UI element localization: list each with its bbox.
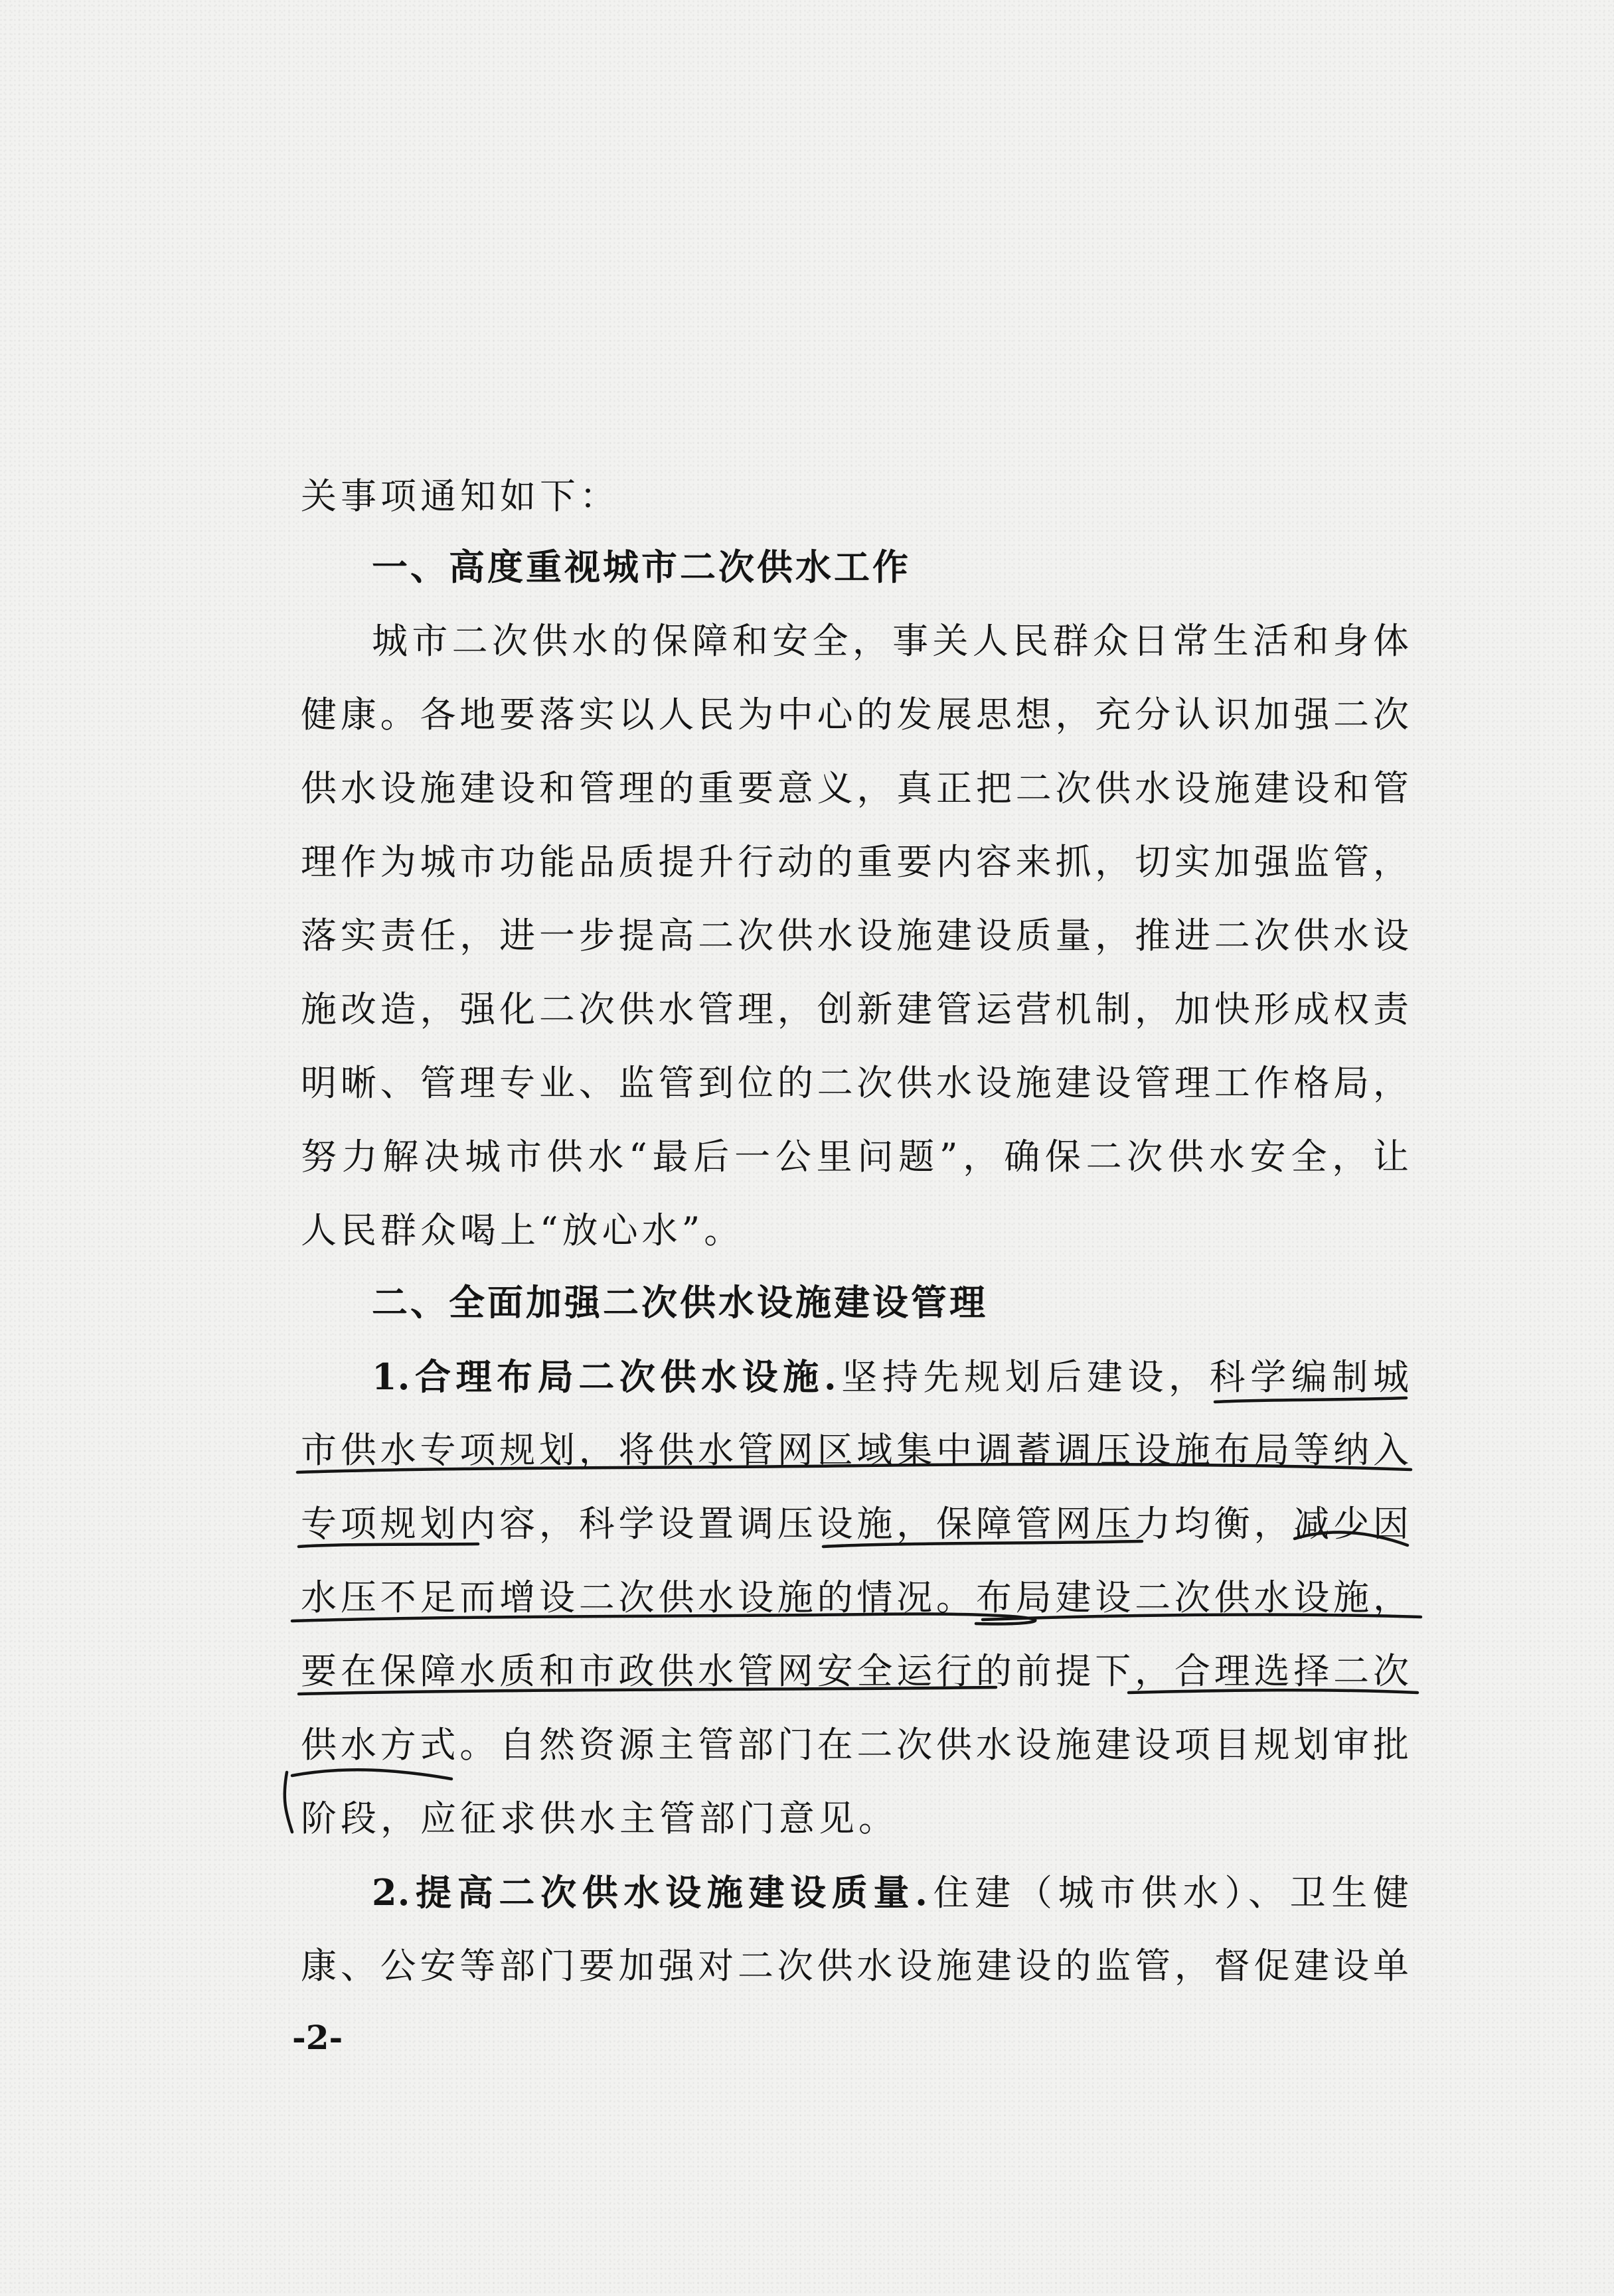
item-lead: 1.合理布局二次供水设施. — [372, 1355, 837, 1398]
body-text-line: 落实责任，进一步提高二次供水设施建设质量，推进二次供水设 — [301, 915, 1410, 957]
body-text-line: 专项规划内容，科学设置调压设施，保障管网压力均衡，减少因 — [301, 1503, 1410, 1545]
body-text-line: 要在保障水质和市政供水管网安全运行的前提下，合理选择二次 — [301, 1650, 1410, 1692]
underline-stroke — [292, 1770, 451, 1779]
body-text-line: 努力解决城市供水“最后一公里问题”，确保二次供水安全，让 — [301, 1136, 1410, 1178]
underline-stroke — [285, 1772, 292, 1832]
body-text-line: 城市二次供水的保障和安全，事关人民群众日常生活和身体 — [372, 620, 1410, 662]
item-lead: 2.提高二次供水设施建设质量. — [372, 1871, 928, 1914]
page-number: -2- — [292, 2018, 343, 2057]
body-text-line: 1.合理布局二次供水设施.坚持先规划后建设，科学编制城 — [372, 1355, 1410, 1398]
body-text-line: 供水设施建设和管理的重要意义，真正把二次供水设施建设和管 — [301, 767, 1410, 809]
body-text-line: 明晰、管理专业、监管到位的二次供水设施建设管理工作格局， — [301, 1062, 1410, 1104]
body-text-line: 健康。各地要落实以人民为中心的发展思想，充分认识加强二次 — [301, 694, 1410, 735]
body-text-line: 施改造，强化二次供水管理，创新建管运营机制，加快形成权责 — [301, 988, 1410, 1030]
body-text-line: 人民群众喝上“放心水”。 — [301, 1209, 744, 1251]
body-text-line: 供水方式。自然资源主管部门在二次供水设施建设项目规划审批 — [301, 1724, 1410, 1766]
section-heading: 一、高度重视城市二次供水工作 — [372, 546, 911, 588]
body-text-line: 理作为城市功能品质提升行动的重要内容来抓，切实加强监管， — [301, 841, 1410, 883]
section-heading: 二、全面加强二次供水设施建设管理 — [372, 1282, 988, 1324]
body-text-line: 阶段，应征求供水主管部门意见。 — [301, 1798, 898, 1839]
body-text-line: 水压不足而增设二次供水设施的情况。布局建设二次供水设施， — [301, 1576, 1410, 1618]
body-text-line: 2.提高二次供水设施建设质量.住建（城市供水）、卫生健 — [372, 1871, 1410, 1914]
body-text-line: 康、公安等部门要加强对二次供水设施建设的监管，督促建设单 — [301, 1945, 1410, 1987]
body-text-line: 市供水专项规划，将供水管网区域集中调蓄调压设施布局等纳入 — [301, 1429, 1410, 1471]
body-text-line: 关事项通知如下： — [301, 475, 619, 517]
